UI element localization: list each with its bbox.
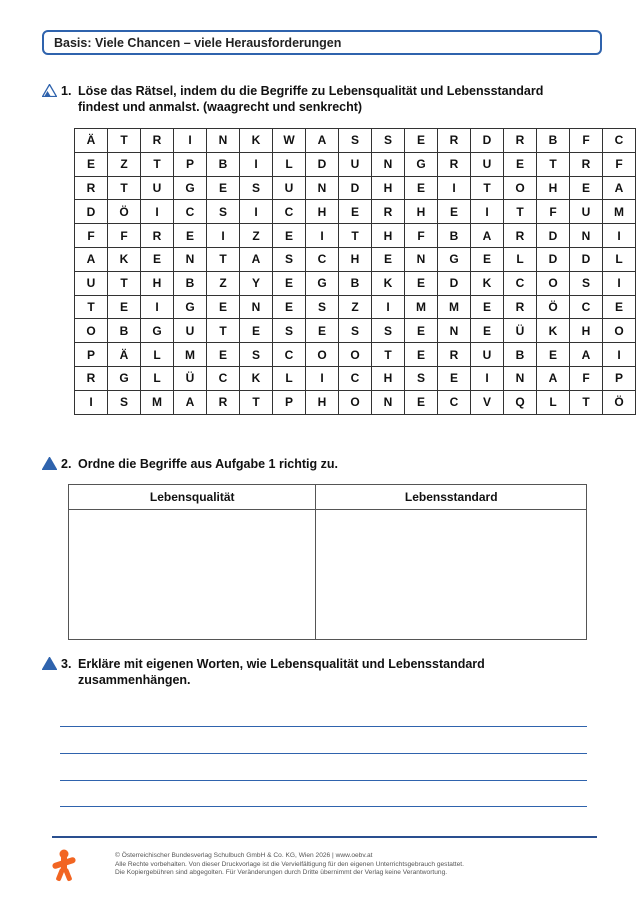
grid-cell[interactable]: H: [306, 390, 339, 414]
grid-cell[interactable]: E: [141, 247, 174, 271]
grid-cell[interactable]: Q: [504, 390, 537, 414]
grid-cell[interactable]: M: [174, 343, 207, 367]
grid-cell[interactable]: N: [405, 247, 438, 271]
grid-cell[interactable]: E: [207, 295, 240, 319]
grid-cell[interactable]: E: [306, 319, 339, 343]
task-1-text-line-2: findest und anmalst. (waagrecht und senkrecht): [78, 100, 363, 114]
grid-cell[interactable]: I: [306, 224, 339, 248]
grid-cell[interactable]: S: [240, 176, 273, 200]
grid-cell[interactable]: U: [141, 176, 174, 200]
footer-divider: [52, 836, 597, 838]
grid-row: [75, 129, 636, 153]
grid-cell[interactable]: N: [306, 176, 339, 200]
grid-cell[interactable]: C: [339, 366, 372, 390]
grid-cell[interactable]: E: [273, 224, 306, 248]
grid-cell[interactable]: H: [570, 319, 603, 343]
footer-line-3: Die Kopiergebühren sind abgegolten. Für Veränderungen durch Dritte übernimmt der Verlag keine Verantwortung.: [115, 869, 448, 877]
grid-cell[interactable]: R: [438, 152, 471, 176]
grid-cell[interactable]: R: [504, 295, 537, 319]
grid-cell[interactable]: E: [207, 343, 240, 367]
grid-cell[interactable]: B: [504, 343, 537, 367]
grid-cell[interactable]: U: [75, 271, 108, 295]
grid-cell[interactable]: L: [141, 343, 174, 367]
grid-row: [75, 224, 636, 248]
grid-cell[interactable]: Z: [339, 295, 372, 319]
grid-cell[interactable]: R: [75, 366, 108, 390]
grid-cell[interactable]: K: [240, 129, 273, 153]
grid-cell[interactable]: T: [108, 176, 141, 200]
difficulty-icon: [42, 457, 57, 470]
grid-cell[interactable]: I: [471, 200, 504, 224]
header-box: [42, 30, 602, 55]
sorting-table: [68, 484, 587, 640]
grid-cell[interactable]: E: [273, 271, 306, 295]
grid-cell[interactable]: O: [504, 176, 537, 200]
grid-cell[interactable]: K: [537, 319, 570, 343]
grid-cell[interactable]: A: [570, 343, 603, 367]
grid-cell[interactable]: D: [537, 224, 570, 248]
grid-cell[interactable]: R: [570, 152, 603, 176]
grid-cell[interactable]: S: [108, 390, 141, 414]
answer-line[interactable]: [60, 780, 587, 781]
grid-row: [75, 366, 636, 390]
grid-cell[interactable]: Ü: [504, 319, 537, 343]
grid-cell[interactable]: Y: [240, 271, 273, 295]
grid-cell[interactable]: O: [537, 271, 570, 295]
grid-cell[interactable]: I: [603, 271, 636, 295]
grid-cell[interactable]: E: [405, 390, 438, 414]
task-3-text-line-1: Erkläre mit eigenen Worten, wie Lebensqualität und Lebensstandard: [78, 657, 485, 671]
grid-cell[interactable]: M: [405, 295, 438, 319]
grid-cell[interactable]: E: [405, 129, 438, 153]
grid-cell[interactable]: S: [339, 319, 372, 343]
grid-cell[interactable]: F: [570, 129, 603, 153]
grid-cell[interactable]: E: [504, 152, 537, 176]
grid-cell[interactable]: D: [570, 247, 603, 271]
grid-cell[interactable]: S: [372, 319, 405, 343]
grid-cell[interactable]: S: [207, 200, 240, 224]
grid-cell[interactable]: E: [372, 247, 405, 271]
difficulty-icon: [42, 657, 57, 670]
grid-cell[interactable]: S: [405, 366, 438, 390]
grid-cell[interactable]: D: [438, 271, 471, 295]
grid-row: [75, 176, 636, 200]
grid-cell[interactable]: R: [504, 129, 537, 153]
grid-cell[interactable]: Ü: [174, 366, 207, 390]
grid-cell[interactable]: O: [603, 319, 636, 343]
grid-cell[interactable]: L: [603, 247, 636, 271]
grid-cell[interactable]: T: [75, 295, 108, 319]
grid-cell[interactable]: T: [207, 319, 240, 343]
grid-cell[interactable]: R: [75, 176, 108, 200]
grid-cell[interactable]: U: [174, 319, 207, 343]
grid-cell[interactable]: S: [306, 295, 339, 319]
grid-cell[interactable]: I: [438, 176, 471, 200]
grid-cell[interactable]: E: [438, 200, 471, 224]
grid-row: [75, 200, 636, 224]
grid-cell[interactable]: D: [471, 129, 504, 153]
grid-cell[interactable]: Ö: [537, 295, 570, 319]
grid-cell[interactable]: E: [174, 224, 207, 248]
grid-cell[interactable]: R: [438, 343, 471, 367]
grid-cell[interactable]: D: [75, 200, 108, 224]
grid-cell[interactable]: O: [75, 319, 108, 343]
grid-cell[interactable]: M: [603, 200, 636, 224]
column-header-lebensqualitaet: Lebensqualität: [69, 485, 316, 510]
grid-cell[interactable]: N: [570, 224, 603, 248]
grid-cell[interactable]: I: [306, 366, 339, 390]
task-2-text: Ordne die Begriffe aus Aufgabe 1 richtig zu.: [78, 457, 338, 471]
grid-cell[interactable]: T: [537, 152, 570, 176]
grid-cell[interactable]: F: [570, 366, 603, 390]
grid-cell[interactable]: T: [339, 224, 372, 248]
task-1-number: 1.: [61, 84, 72, 98]
grid-cell[interactable]: T: [372, 343, 405, 367]
grid-row: [75, 247, 636, 271]
grid-cell[interactable]: F: [603, 152, 636, 176]
grid-cell[interactable]: C: [438, 390, 471, 414]
answer-line[interactable]: [60, 753, 587, 754]
grid-cell[interactable]: N: [372, 390, 405, 414]
grid-cell[interactable]: I: [75, 390, 108, 414]
grid-cell[interactable]: C: [504, 271, 537, 295]
grid-cell[interactable]: N: [207, 129, 240, 153]
grid-cell[interactable]: D: [537, 247, 570, 271]
grid-cell[interactable]: I: [141, 200, 174, 224]
grid-cell[interactable]: M: [438, 295, 471, 319]
grid-cell[interactable]: T: [207, 247, 240, 271]
grid-cell[interactable]: N: [372, 152, 405, 176]
task-1-text-line-1: Löse das Rätsel, indem du die Begriffe zu Lebensqualität und Lebensstandard: [78, 84, 544, 98]
grid-cell[interactable]: I: [240, 200, 273, 224]
grid-cell[interactable]: B: [438, 224, 471, 248]
grid-cell[interactable]: A: [174, 390, 207, 414]
grid-cell[interactable]: S: [372, 129, 405, 153]
footer-copyright: [115, 852, 464, 878]
answer-line[interactable]: [60, 806, 587, 807]
grid-cell[interactable]: E: [570, 176, 603, 200]
grid-row: [75, 390, 636, 414]
grid-cell[interactable]: A: [471, 224, 504, 248]
grid-cell[interactable]: T: [141, 152, 174, 176]
grid-cell[interactable]: Z: [108, 152, 141, 176]
grid-cell[interactable]: F: [108, 224, 141, 248]
grid-cell[interactable]: T: [240, 390, 273, 414]
grid-cell[interactable]: T: [570, 390, 603, 414]
grid-cell[interactable]: O: [339, 343, 372, 367]
grid-cell[interactable]: L: [537, 390, 570, 414]
grid-cell[interactable]: H: [405, 200, 438, 224]
grid-cell[interactable]: R: [438, 129, 471, 153]
grid-cell[interactable]: N: [240, 295, 273, 319]
grid-cell[interactable]: L: [273, 366, 306, 390]
grid-cell[interactable]: G: [141, 319, 174, 343]
grid-cell[interactable]: D: [339, 176, 372, 200]
grid-cell[interactable]: Ö: [108, 200, 141, 224]
grid-cell[interactable]: E: [438, 366, 471, 390]
grid-cell[interactable]: H: [372, 366, 405, 390]
task-3-text-line-2: zusammenhängen.: [78, 673, 191, 687]
grid-cell[interactable]: S: [240, 343, 273, 367]
grid-cell[interactable]: B: [339, 271, 372, 295]
grid-row: [75, 295, 636, 319]
grid-cell[interactable]: U: [471, 343, 504, 367]
grid-cell[interactable]: R: [207, 390, 240, 414]
footer-line-2: Alle Rechte vorbehalten. Von dieser Druckvorlage ist die Vervielfältigung für den eigenen Unterrichtsgebrauch gestattet.: [115, 860, 464, 868]
grid-cell[interactable]: D: [306, 152, 339, 176]
grid-cell[interactable]: A: [603, 176, 636, 200]
grid-cell[interactable]: G: [108, 366, 141, 390]
grid-cell[interactable]: O: [339, 390, 372, 414]
grid-cell[interactable]: Z: [240, 224, 273, 248]
grid-cell[interactable]: E: [405, 176, 438, 200]
grid-cell[interactable]: G: [306, 271, 339, 295]
grid-cell[interactable]: S: [273, 319, 306, 343]
answer-cell-lebensqualitaet[interactable]: [69, 510, 316, 640]
grid-cell[interactable]: E: [603, 295, 636, 319]
grid-cell[interactable]: U: [570, 200, 603, 224]
grid-cell[interactable]: B: [207, 152, 240, 176]
grid-cell[interactable]: C: [273, 343, 306, 367]
grid-cell[interactable]: E: [471, 319, 504, 343]
grid-cell[interactable]: F: [405, 224, 438, 248]
answer-cell-lebensstandard[interactable]: [316, 510, 587, 640]
grid-cell[interactable]: Ä: [108, 343, 141, 367]
grid-cell[interactable]: E: [405, 271, 438, 295]
difficulty-icon: [42, 84, 57, 97]
grid-cell[interactable]: C: [306, 247, 339, 271]
grid-cell[interactable]: B: [108, 319, 141, 343]
grid-cell[interactable]: V: [471, 390, 504, 414]
grid-cell[interactable]: C: [603, 129, 636, 153]
grid-cell[interactable]: T: [471, 176, 504, 200]
grid-cell[interactable]: K: [471, 271, 504, 295]
grid-cell[interactable]: U: [273, 176, 306, 200]
grid-cell[interactable]: S: [570, 271, 603, 295]
grid-cell[interactable]: E: [273, 295, 306, 319]
grid-cell[interactable]: H: [372, 176, 405, 200]
grid-cell[interactable]: I: [174, 129, 207, 153]
grid-cell[interactable]: P: [75, 343, 108, 367]
grid-cell[interactable]: R: [141, 129, 174, 153]
grid-cell[interactable]: E: [405, 343, 438, 367]
grid-cell[interactable]: C: [207, 366, 240, 390]
grid-cell[interactable]: G: [405, 152, 438, 176]
grid-cell[interactable]: A: [306, 129, 339, 153]
grid-cell[interactable]: O: [306, 343, 339, 367]
grid-cell[interactable]: H: [537, 176, 570, 200]
grid-cell[interactable]: E: [471, 295, 504, 319]
grid-cell[interactable]: A: [537, 366, 570, 390]
grid-cell[interactable]: E: [240, 319, 273, 343]
grid-cell[interactable]: T: [504, 200, 537, 224]
grid-cell[interactable]: Z: [207, 271, 240, 295]
column-header-lebensstandard: Lebensstandard: [316, 485, 587, 510]
grid-row: [75, 152, 636, 176]
grid-cell[interactable]: L: [273, 152, 306, 176]
grid-cell[interactable]: Ö: [603, 390, 636, 414]
grid-cell[interactable]: H: [306, 200, 339, 224]
grid-cell[interactable]: G: [174, 295, 207, 319]
grid-cell[interactable]: R: [504, 224, 537, 248]
grid-cell[interactable]: G: [438, 247, 471, 271]
grid-row: [75, 271, 636, 295]
publisher-logo-icon: [50, 848, 78, 882]
grid-cell[interactable]: N: [174, 247, 207, 271]
word-search-grid: [74, 128, 636, 415]
grid-cell[interactable]: L: [141, 366, 174, 390]
grid-cell[interactable]: C: [273, 200, 306, 224]
grid-cell[interactable]: W: [273, 129, 306, 153]
page-title: Basis: Viele Chancen – viele Herausforderungen: [54, 35, 342, 50]
grid-cell[interactable]: I: [240, 152, 273, 176]
grid-cell[interactable]: Ä: [75, 129, 108, 153]
grid-cell[interactable]: H: [372, 224, 405, 248]
grid-cell[interactable]: I: [141, 295, 174, 319]
grid-cell[interactable]: E: [207, 176, 240, 200]
answer-line[interactable]: [60, 726, 587, 727]
task-2-number: 2.: [61, 457, 72, 471]
grid-cell[interactable]: M: [141, 390, 174, 414]
grid-cell[interactable]: E: [108, 295, 141, 319]
grid-cell[interactable]: F: [537, 200, 570, 224]
grid-cell[interactable]: E: [537, 343, 570, 367]
grid-cell[interactable]: U: [339, 152, 372, 176]
grid-cell[interactable]: F: [75, 224, 108, 248]
grid-cell[interactable]: S: [339, 129, 372, 153]
grid-cell[interactable]: I: [207, 224, 240, 248]
grid-cell[interactable]: K: [108, 247, 141, 271]
grid-cell[interactable]: B: [537, 129, 570, 153]
grid-cell[interactable]: B: [174, 271, 207, 295]
grid-cell[interactable]: L: [504, 247, 537, 271]
grid-cell[interactable]: R: [372, 200, 405, 224]
grid-cell[interactable]: P: [603, 366, 636, 390]
grid-cell[interactable]: K: [240, 366, 273, 390]
grid-cell[interactable]: C: [174, 200, 207, 224]
grid-cell[interactable]: S: [273, 247, 306, 271]
grid-cell[interactable]: I: [372, 295, 405, 319]
grid-row: [75, 319, 636, 343]
grid-cell[interactable]: I: [603, 224, 636, 248]
grid-row: [75, 343, 636, 367]
grid-cell[interactable]: I: [471, 366, 504, 390]
grid-cell[interactable]: N: [438, 319, 471, 343]
grid-cell[interactable]: P: [273, 390, 306, 414]
grid-cell[interactable]: T: [108, 271, 141, 295]
grid-cell[interactable]: I: [603, 343, 636, 367]
grid-cell[interactable]: K: [372, 271, 405, 295]
grid-cell[interactable]: U: [471, 152, 504, 176]
grid-cell[interactable]: P: [174, 152, 207, 176]
grid-cell[interactable]: C: [570, 295, 603, 319]
grid-cell[interactable]: A: [75, 247, 108, 271]
grid-cell[interactable]: R: [141, 224, 174, 248]
grid-cell[interactable]: N: [504, 366, 537, 390]
grid-cell[interactable]: G: [174, 176, 207, 200]
footer-line-1: © Österreichischer Bundesverlag Schulbuch GmbH & Co. KG, Wien 2026 | www.oebv.at: [115, 852, 373, 859]
grid-cell[interactable]: H: [339, 247, 372, 271]
grid-cell[interactable]: E: [339, 200, 372, 224]
grid-cell[interactable]: E: [405, 319, 438, 343]
grid-cell[interactable]: E: [471, 247, 504, 271]
grid-cell[interactable]: T: [108, 129, 141, 153]
grid-cell[interactable]: E: [75, 152, 108, 176]
task-3-number: 3.: [61, 657, 72, 671]
grid-cell[interactable]: A: [240, 247, 273, 271]
grid-cell[interactable]: H: [141, 271, 174, 295]
